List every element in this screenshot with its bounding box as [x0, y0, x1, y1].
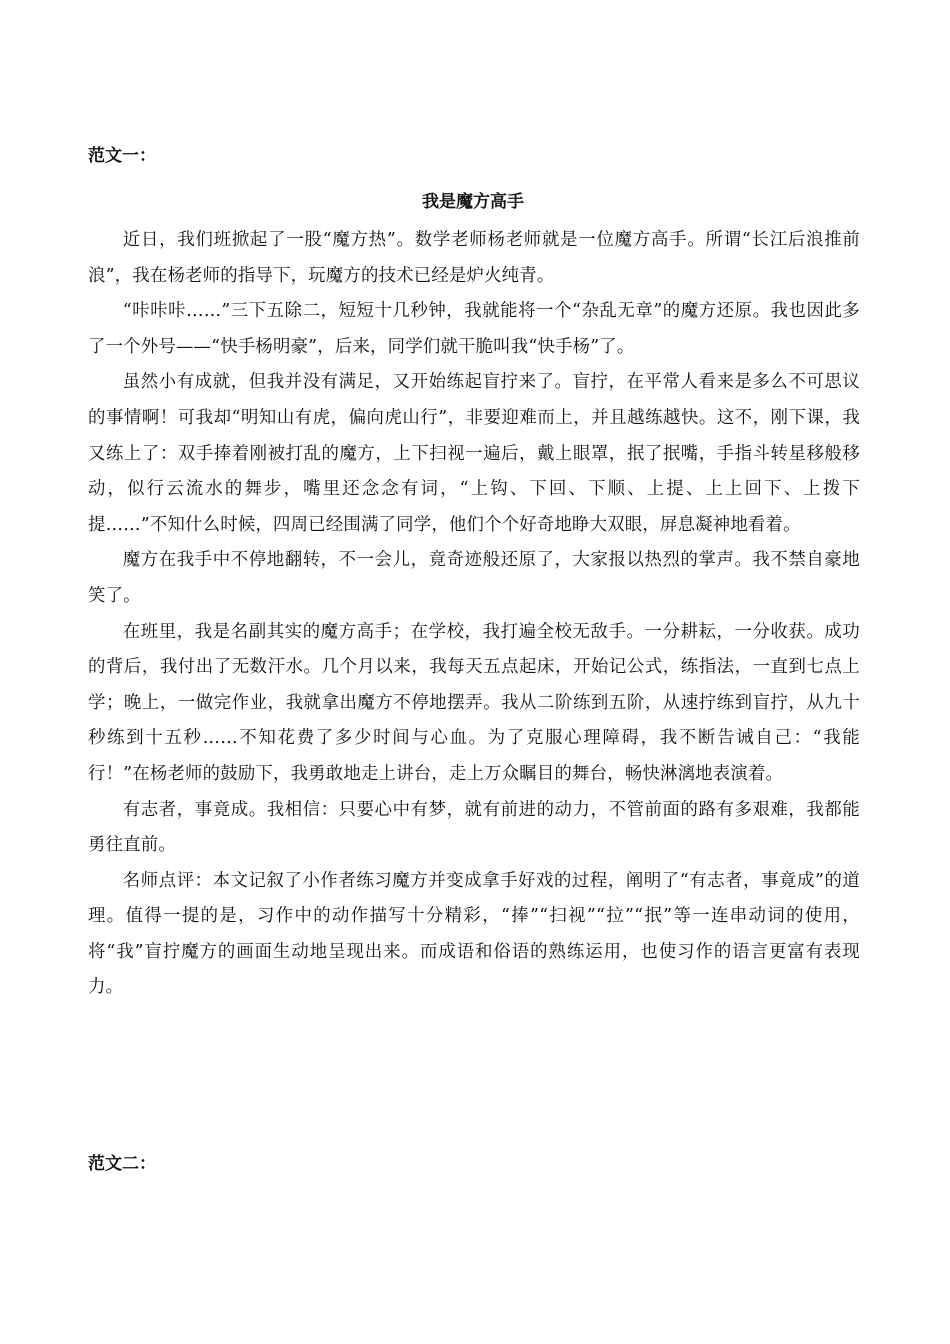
paragraph-3: 虽然小有成就，但我并没有满足，又开始练起盲拧来了。盲拧，在平常人看来是多么不可思议的事情啊！可我却“明知山有虎，偏向虎山行”，非要迎难而上，并且越练越快。这不，刚下课，我又练上了：双手捧着刚被打乱的魔方，上下扫视一遍后，戴上眼罩，抿了抿嘴，手指斗转星移般移动，似行云流水的舞步，嘴里还念念有词，“上钩、下回、下顺、上提、上上回下、上拨下提……”不知什么时候，四周已经围满了同学，他们个个好奇地睁大双眼，屏息凝神地看着。: [88, 372, 860, 535]
essay-title: 我是魔方高手: [422, 192, 524, 212]
paragraph-2: “咔咔咔……”三下五除二，短短十几秒钟，我就能将一个“杂乱无章”的魔方还原。我也因此多了一个外号——“快手杨明豪”，后来，同学们就干脆叫我“快手杨”了。: [88, 301, 860, 357]
section-heading-2: 范文二：: [88, 1154, 156, 1174]
paragraph-1: 近日，我们班掀起了一股“魔方热”。数学老师杨老师就是一位魔方高手。所谓“长江后浪推前浪”，我在杨老师的指导下，玩魔方的技术已经是炉火纯青。: [88, 230, 860, 286]
paragraph-6: 有志者，事竟成。我相信：只要心中有梦，就有前进的动力，不管前面的路有多艰难，我都能勇往直前。: [88, 799, 860, 856]
teacher-comment: 名师点评：本文记叙了小作者练习魔方并变成拿手好戏的过程，阐明了“有志者，事竟成”的道理。值得一提的是，习作中的动作描写十分精彩，“捧”“扫视”“拉”“抿”等一连串动词的使用，将“我”盲拧魔方的画面生动地呈现出来。而成语和俗语的熟练运用，也使习作的语言更富有表现力。: [88, 870, 860, 998]
paragraph-4: 魔方在我手中不停地翻转，不一会儿，竟奇迹般还原了，大家报以热烈的掌声。我不禁自豪地笑了。: [88, 550, 860, 606]
paragraph-5: 在班里，我是名副其实的魔方高手；在学校，我打遍全校无敌手。一分耕耘，一分收获。成功的背后，我付出了无数汗水。几个月以来，我每天五点起床，开始记公式，练指法，一直到七点上学；晚上，一做完作业，我就拿出魔方不停地摆弄。我从二阶练到五阶，从速拧练到盲拧，从九十秒练到十五秒……不知花费了多少时间与心血。为了克服心理障碍，我不断告诫自己：“我能行！”在杨老师的鼓励下，我勇敢地走上讲台，走上万众瞩目的舞台，畅快淋漓地表演着。: [88, 621, 860, 784]
section-heading-1: 范文一：: [88, 146, 156, 166]
essay-body: [88, 223, 860, 1006]
